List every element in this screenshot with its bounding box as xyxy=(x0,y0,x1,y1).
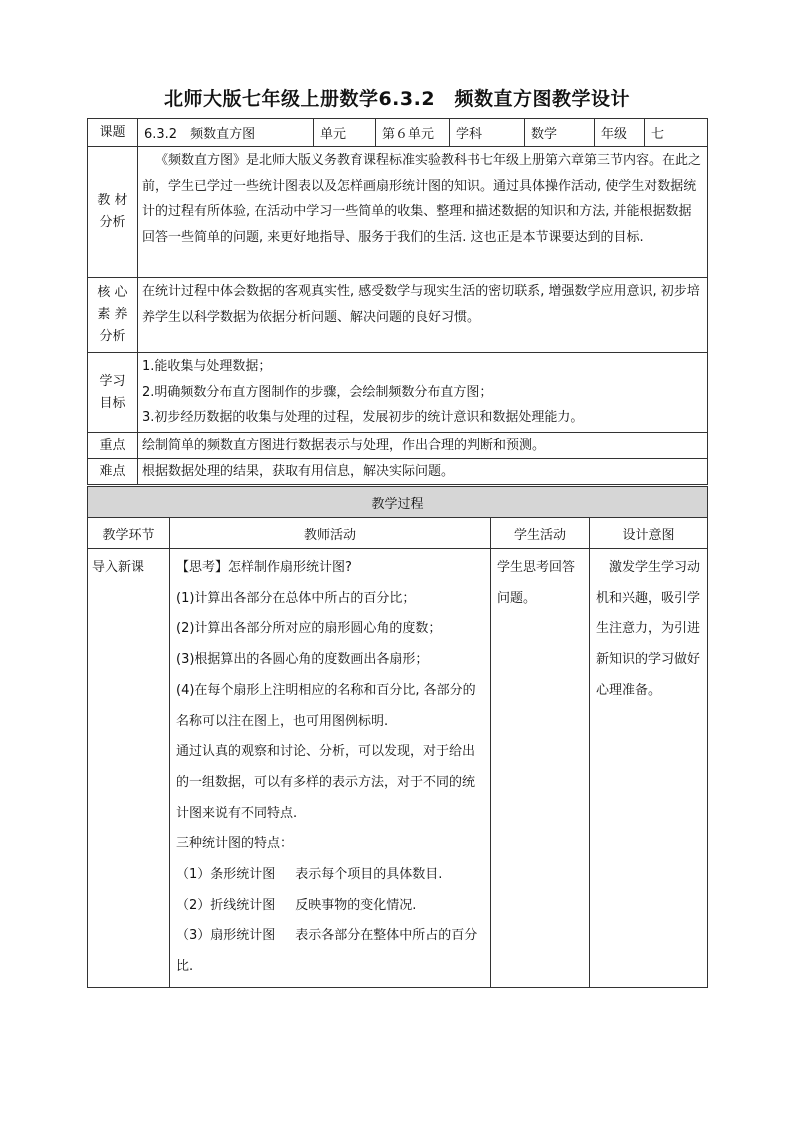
teacher-activity xyxy=(170,549,491,988)
literacy-label-line: 核 心 xyxy=(97,285,128,300)
chart-type-name: （2）折线统计图 xyxy=(176,897,276,913)
grade-value: 七 xyxy=(645,119,708,147)
teacher-line: 通过认真的观察和讨论、分析，可以发现，对于给出的一组数据，可以有多样的表示方法，对于不同的统计图来说有不同特点. xyxy=(176,744,476,821)
difficulty-label: 难点 xyxy=(88,459,138,485)
teacher-line: (1)计算出各部分在总体中所占的百分比； xyxy=(176,590,416,606)
difficulty-row xyxy=(88,459,708,485)
info-row xyxy=(88,119,708,147)
design-intent xyxy=(590,549,708,988)
chart-type-desc: 反映事物的变化情况. xyxy=(295,897,417,913)
chart-type-name: （3）扇形统计图 xyxy=(176,928,276,944)
lesson-info-table xyxy=(87,118,708,485)
process-body-row xyxy=(88,549,708,988)
goals-label xyxy=(88,353,138,433)
goal-item: 3.初步经历数据的收集与处理的过程，发展初步的统计意识和数据处理能力。 xyxy=(142,410,584,426)
chart-type-item xyxy=(176,921,484,982)
goal-item: 1.能收集与处理数据； xyxy=(142,359,272,375)
teacher-line: 【思考】怎样制作扇形统计图? xyxy=(176,560,352,575)
header-stage: 教学环节 xyxy=(88,518,170,549)
chart-type-name: （1）条形统计图 xyxy=(176,867,276,883)
process-header-row xyxy=(88,518,708,549)
student-activity: 学生思考回答问题。 xyxy=(491,549,590,988)
material-text-content: 《频数直方图》是北师大版义务教育课程标准实验教科书七年级上册第六章第三节内容。在此之前，学生已学过一些统计图表以及怎样画扇形统计图的知识。通过具体操作活动, 使学生对数据统计的过程有所体验, 在活动中学习一些简单的收集、整理和描述数据的知识和方法, 并能根据数据回答一些简单的问题, 来更好地指导、服务于我们的生活. 这也正是本节课要达到的目标. xyxy=(142,153,702,245)
process-band: 教学过程 xyxy=(88,487,708,518)
subject-value: 数学 xyxy=(525,119,595,147)
grade-label: 年级 xyxy=(595,119,645,147)
unit-label: 单元 xyxy=(314,119,376,147)
header-student: 学生活动 xyxy=(491,518,590,549)
literacy-label xyxy=(88,278,138,353)
subject-label: 学科 xyxy=(450,119,525,147)
literacy-label-line: 分析 xyxy=(99,329,126,344)
key-label: 重点 xyxy=(88,433,138,459)
header-intent: 设计意图 xyxy=(590,518,708,549)
material-label-line: 教 材 xyxy=(97,193,128,208)
course-label: 课题 xyxy=(88,119,138,147)
material-row xyxy=(88,147,708,278)
chart-type-item xyxy=(176,860,484,891)
chart-type-desc: 表示各部分在整体中所占的百分比. xyxy=(176,928,478,975)
chart-type-desc: 表示每个项目的具体数目. xyxy=(295,867,443,883)
unit-value: 第６单元 xyxy=(376,119,450,147)
chart-type-item xyxy=(176,891,484,922)
key-text: 绘制简单的频数直方图进行数据表示与处理，作出合理的判断和预测。 xyxy=(138,433,708,459)
process-band-row xyxy=(88,487,708,518)
teacher-line: (3)根据算出的各圆心角的度数画出各扇形； xyxy=(176,652,429,668)
teacher-line: 三种统计图的特点： xyxy=(176,836,294,852)
literacy-text: 在统计过程中体会数据的客观真实性, 感受数学与现实生活的密切联系, 增强数学应用意识, 初步培养学生以科学数据为依据分析问题、解决问题的良好习惯。 xyxy=(138,278,708,353)
stage-cell: 导入新课 xyxy=(88,549,170,988)
literacy-label-line: 素 养 xyxy=(97,307,128,322)
page-title: 北师大版七年级上册数学6.3.2 频数直方图教学设计 xyxy=(163,88,631,110)
design-intent-text: 激发学生学习动机和兴趣，吸引学生注意力，为引进新知识的学习做好心理准备。 xyxy=(596,560,701,698)
material-label-line: 分析 xyxy=(99,215,126,230)
teacher-line: (2)计算出各部分所对应的扇形圆心角的度数； xyxy=(176,621,442,637)
goals-list xyxy=(138,353,708,433)
goals-row xyxy=(88,353,708,433)
goals-label-line: 学习 xyxy=(99,373,126,389)
key-row xyxy=(88,433,708,459)
material-label xyxy=(88,147,138,278)
goal-item: 2.明确频数分布直方图制作的步骤，会绘制频数分布直方图； xyxy=(142,384,493,400)
difficulty-text: 根据数据处理的结果，获取有用信息，解决实际问题。 xyxy=(138,459,708,485)
teaching-process-table xyxy=(87,486,708,988)
material-text xyxy=(138,147,708,278)
literacy-row xyxy=(88,278,708,353)
goals-label-line: 目标 xyxy=(99,395,126,411)
course-value: 6.3.2 频数直方图 xyxy=(138,119,314,147)
header-teacher: 教师活动 xyxy=(170,518,491,549)
teacher-line: (4)在每个扇形上注明相应的名称和百分比, 各部分的名称可以注在图上，也可用图例标明. xyxy=(176,682,476,729)
